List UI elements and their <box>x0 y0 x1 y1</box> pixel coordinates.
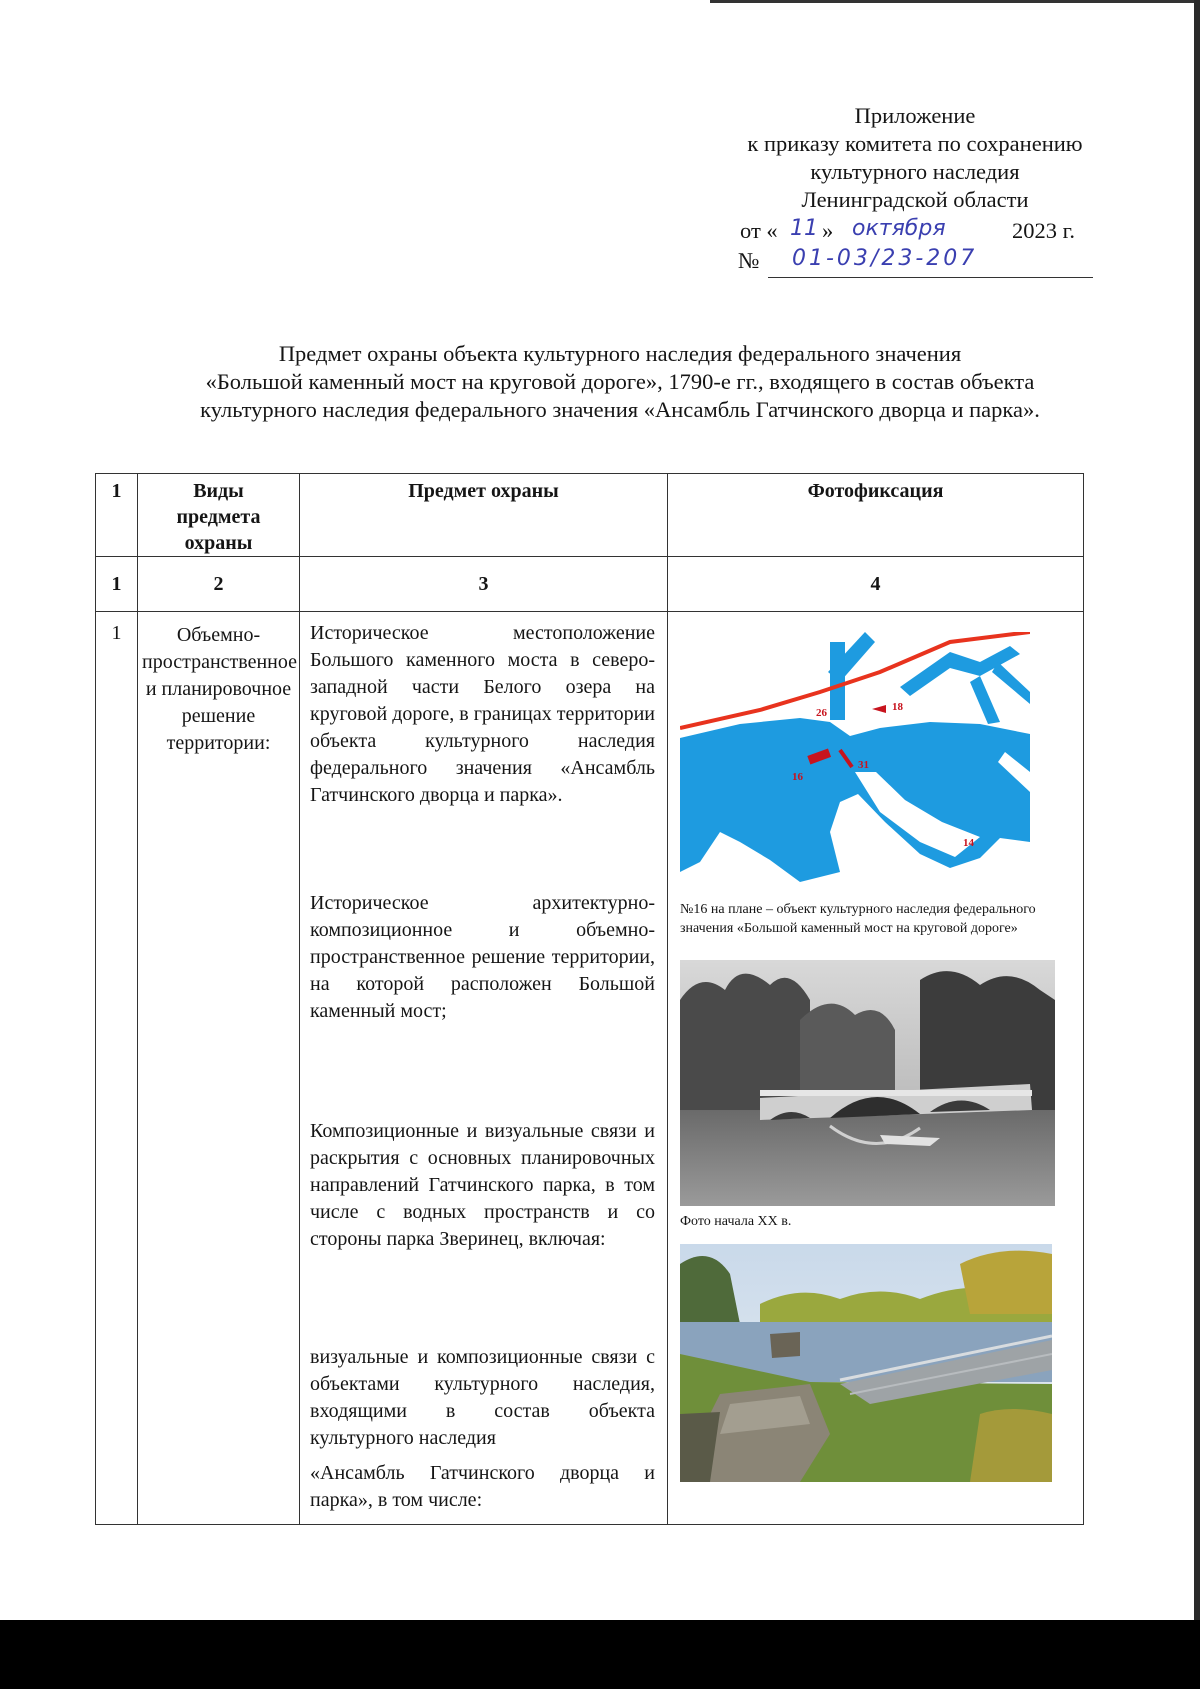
scan-bottom-band <box>0 1620 1200 1689</box>
row-photo-cell <box>668 612 1084 1525</box>
subject-paragraph: Историческое архитектурно-композиционное и объемно-пространственное решение территории, на которой расположен Большой каменный мост; <box>310 892 655 1022</box>
date-close-quote: » <box>822 218 834 243</box>
header-cell <box>96 474 138 557</box>
table-index-row <box>96 557 1084 612</box>
date-prefix: от « <box>740 218 778 243</box>
table-row <box>96 612 1084 1525</box>
row-number-cell <box>96 612 138 1525</box>
document-title <box>120 340 1120 424</box>
map-label: 31 <box>858 759 869 771</box>
appendix-line: культурного наследия <box>810 159 1020 184</box>
map-label: 14 <box>963 837 974 849</box>
row-type-text: Объемно-пространственное и планировочное решение территории: <box>142 624 297 754</box>
row-subject-cell <box>300 612 668 1525</box>
map-caption: №16 на плане – объект культурного наследия федерального значения «Большой каменный мост на круговой дороге» <box>680 902 1036 936</box>
appendix-header <box>700 102 1130 214</box>
order-date <box>740 218 1100 248</box>
map-label: 18 <box>892 701 903 713</box>
index-cell: 4 <box>668 557 1084 612</box>
appendix-line: к приказу комитета по сохранению <box>747 131 1083 156</box>
title-line: культурного наследия федерального значения «Ансамбль Гатчинского дворца и парка». <box>200 397 1040 422</box>
number-handwritten: 01-03/23-207 <box>792 246 978 271</box>
historic-bridge-photo <box>680 960 1055 1206</box>
appendix-line: Приложение <box>854 103 976 128</box>
photo-content <box>668 612 1083 1524</box>
scan-right-edge <box>1194 0 1200 1620</box>
header-cell <box>300 474 668 557</box>
subject-paragraph: Историческое местоположение Большого каменного моста в северо-западной части Белого озера на круговой дороге, в границах территории объекта культурного наследия федерального значения «Ансамбль Гатчинского дворца и парка». <box>310 622 655 806</box>
number-underline <box>768 277 1093 278</box>
table-header-row <box>96 474 1084 557</box>
map-label: 16 <box>792 771 803 783</box>
row-type-cell <box>138 612 300 1525</box>
index-cell: 2 <box>138 557 300 612</box>
subject-content <box>300 612 667 1524</box>
date-day-handwritten: 11 <box>790 216 818 241</box>
header-types: Виды предмета охраны <box>176 480 261 554</box>
index-cell: 3 <box>300 557 668 612</box>
date-month-handwritten: октября <box>852 216 946 241</box>
title-line: Предмет охраны объекта культурного наследия федерального значения <box>278 341 962 366</box>
historic-photo-caption: Фото начала XX в. <box>680 1214 792 1229</box>
header-number: 1 <box>111 480 122 502</box>
appendix-line: Ленинградской области <box>801 187 1029 212</box>
header-photo: Фотофиксация <box>807 480 944 502</box>
number-sign: № <box>738 248 760 273</box>
header-cell <box>668 474 1084 557</box>
row-number: 1 <box>111 622 122 644</box>
date-year: 2023 г. <box>1012 218 1075 243</box>
modern-bridge-photo <box>680 1244 1052 1482</box>
subject-paragraph: визуальные и композиционные связи с объектами культурного наследия, входящими в состав объекта культурного наследия <box>310 1346 655 1449</box>
header-subject: Предмет охраны <box>408 480 559 502</box>
order-number <box>738 248 1098 280</box>
protection-table <box>95 473 1084 1525</box>
index-cell: 1 <box>96 557 138 612</box>
subject-paragraph: Композиционные и визуальные связи и раскрытия с основных планировочных направлений Гатчинского парка, в том числе с водных пространств и со стороны парка Зверинец, включая: <box>310 1120 655 1250</box>
header-cell <box>138 474 300 557</box>
title-line: «Большой каменный мост на круговой дороге», 1790-е гг., входящего в состав объекта <box>205 369 1035 394</box>
scan-top-border <box>710 0 1200 3</box>
map-label: 26 <box>816 707 827 719</box>
subject-paragraph: «Ансамбль Гатчинского дворца и парка», в том числе: <box>310 1462 655 1511</box>
plan-map-image <box>680 632 1030 882</box>
